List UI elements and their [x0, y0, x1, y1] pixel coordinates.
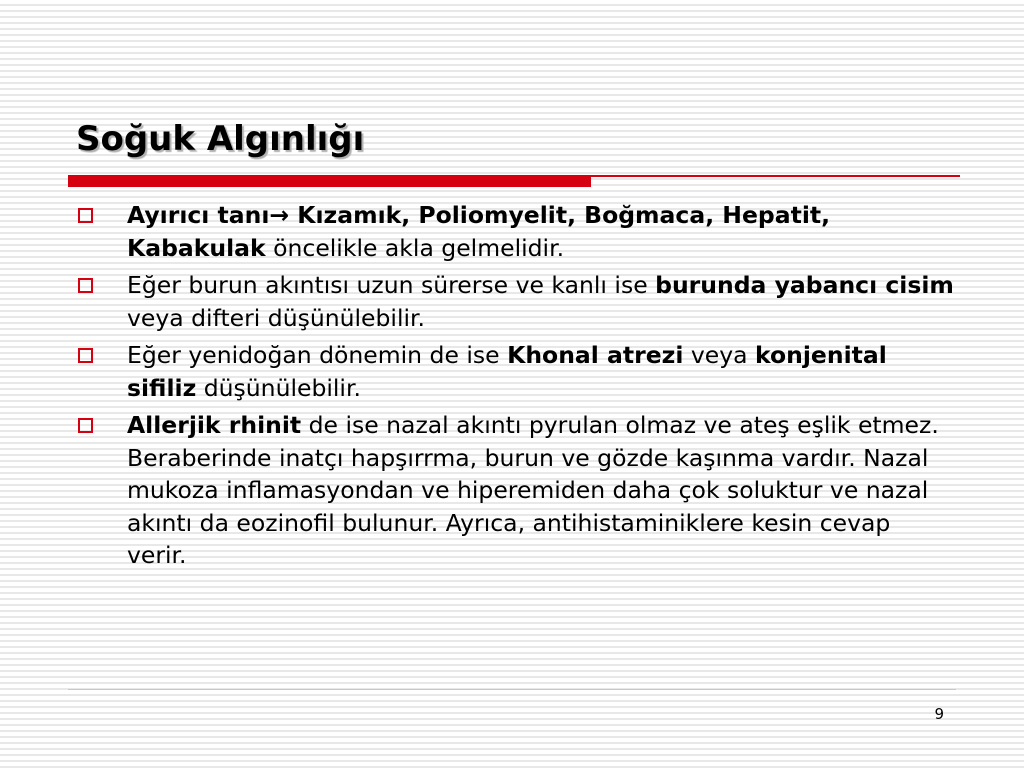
bullet-item-differential-diagnosis	[76, 199, 956, 264]
bullet-item-newborn	[76, 339, 956, 404]
hollow-square-icon	[78, 348, 93, 363]
bullet-item-allergic-rhinitis	[76, 409, 956, 572]
bullet-text-bold: burunda yabancı cisim	[655, 271, 954, 299]
title-underline-thick	[68, 175, 591, 187]
bullet-text-bold: Khonal atrezi	[507, 341, 684, 369]
bullet-text: de ise nazal akıntı pyrulan olmaz ve ateş eşlik etmez. Beraberinde inatçı hapşırrma, burun ve gözde kaşınma vardır. Nazal mukoza inflamasyondan ve hiperemiden daha çok soluktur ve nazal akıntı da eozinofil bulunur. Ayrıca, antihistaminiklere kesin cevap verir.	[127, 411, 939, 569]
bullet-text-bold: Allerjik rhinit	[127, 411, 302, 439]
bullet-text-bold: konjenital sifiliz	[127, 341, 887, 402]
bullet-text: düşünülebilir.	[196, 373, 361, 402]
bullet-list	[76, 199, 956, 577]
bullet-text: Eğer burun akıntısı uzun sürerse ve kanlı ise	[127, 271, 656, 299]
hollow-square-icon	[78, 278, 93, 293]
page-number: 9	[934, 705, 944, 723]
footer-divider	[68, 689, 956, 690]
hollow-square-icon	[78, 208, 93, 223]
title-underline-thin	[591, 175, 960, 177]
bullet-item-foreign-body	[76, 269, 956, 334]
bullet-text: veya difteri düşünülebilir.	[127, 303, 425, 332]
title-underline	[68, 175, 960, 187]
bullet-text: öncelikle akla gelmelidir.	[265, 233, 565, 262]
bullet-text: veya	[683, 341, 755, 369]
hollow-square-icon	[78, 418, 93, 433]
bullet-text: Eğer yenidoğan dönemin de ise	[127, 341, 508, 369]
slide-title: Soğuk Algınlığı	[76, 119, 365, 159]
bullet-text-bold: Ayırıcı tanı→ Kızamık, Poliomyelit, Boğmaca, Hepatit, Kabakulak	[127, 201, 831, 262]
